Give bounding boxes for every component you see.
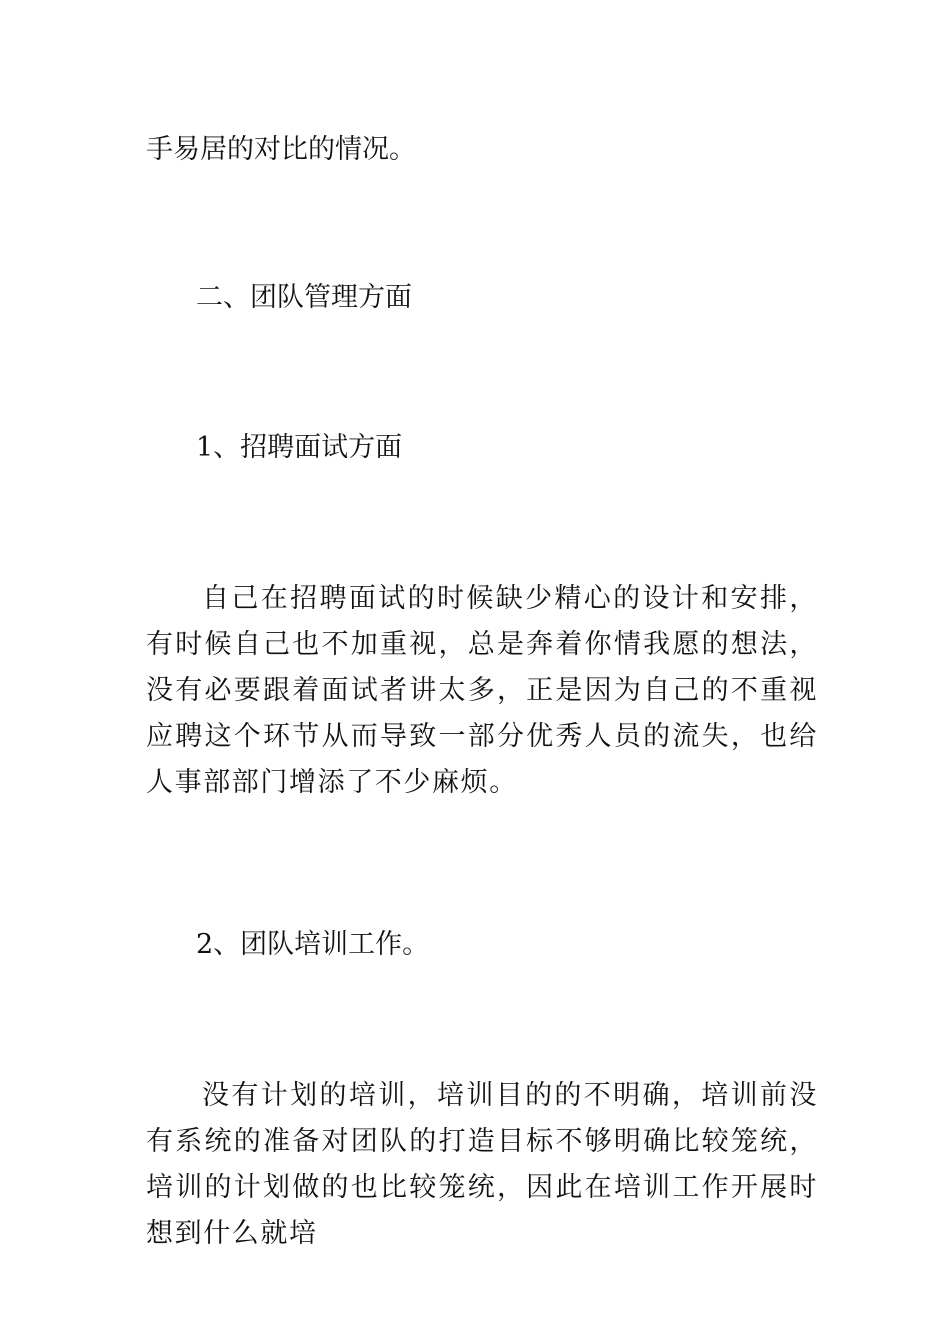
paragraph-recruitment: 自己在招聘面试的时候缺少精心的设计和安排，有时候自己也不加重视，总是奔着你情我愿的想法，没有必要跟着面试者讲太多，正是因为自己的不重视应聘这个环节从而导致一部分优秀人员的流失，也给人事部部门增添了不少麻烦。: [146, 583, 818, 798]
subsection-heading-training: 2、团队培训工作。: [196, 929, 430, 960]
section-heading: 二、团队管理方面: [196, 282, 412, 313]
paragraph-training: 没有计划的培训，培训目的的不明确，培训前没有系统的准备对团队的打造目标不够明确比较笼统，培训的计划做的也比较笼统，因此在培训工作开展时想到什么就培: [146, 1080, 818, 1249]
subsection-heading-recruitment: 1、招聘面试方面: [196, 432, 403, 463]
paragraph-fragment: 手易居的对比的情况。: [146, 134, 416, 165]
